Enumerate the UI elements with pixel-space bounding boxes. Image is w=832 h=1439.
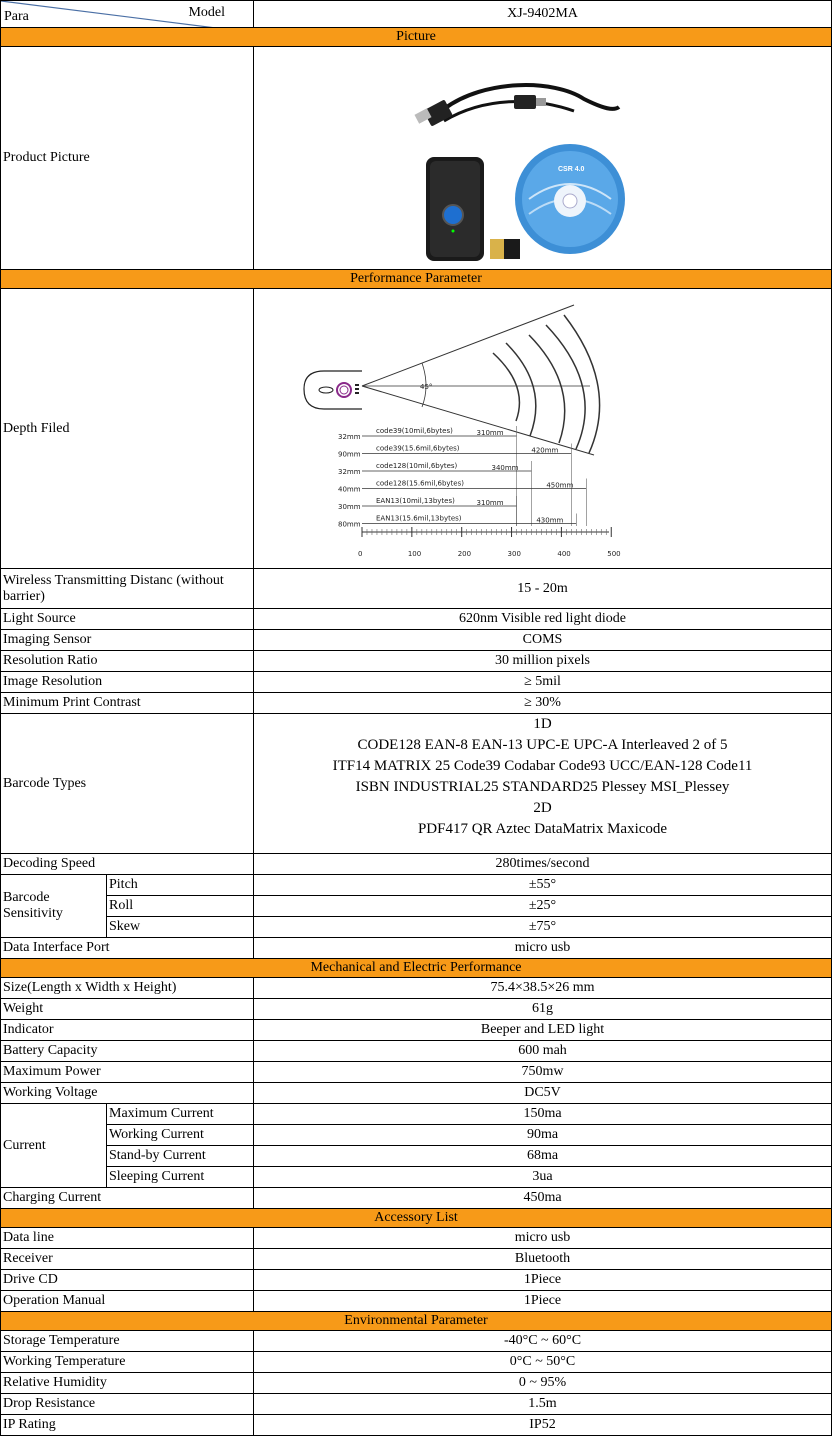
environmental-rows <box>1 1331 832 1436</box>
environmental-row <box>1 1373 832 1394</box>
performance-row <box>1 651 832 672</box>
mechanical-row <box>1 1041 832 1062</box>
row-value: 1.5m <box>254 1394 832 1415</box>
depth-field-row <box>1 289 832 569</box>
row-label: IP Rating <box>1 1415 254 1436</box>
product-picture-cell <box>254 47 832 270</box>
accessory-row <box>1 1228 832 1249</box>
decoding-speed-row <box>1 854 832 875</box>
row-value: micro usb <box>254 938 832 959</box>
depth-row-label: code128(10mil,6bytes) <box>376 461 458 470</box>
depth-row-end-label: 310mm <box>476 428 504 437</box>
barcode-type-line: ISBN INDUSTRIAL25 STANDARD25 Plessey MSI_Plessey <box>355 779 730 795</box>
depth-diagram <box>254 291 829 567</box>
row-label: Drive CD <box>1 1270 254 1291</box>
accessory-row <box>1 1291 832 1312</box>
performance-row <box>1 693 832 714</box>
section-title: Environmental Parameter <box>1 1312 832 1331</box>
mechanical-row <box>1 999 832 1020</box>
sub-label: Roll <box>107 896 254 917</box>
section-title: Performance Parameter <box>1 270 832 289</box>
barcode-type-line: 1D <box>533 716 552 732</box>
row-value: 61g <box>254 999 832 1020</box>
depth-row-label: code39(15.6mil,6bytes) <box>376 444 460 452</box>
row-value: 0°C ~ 50°C <box>254 1352 832 1373</box>
section-title: Mechanical and Electric Performance <box>1 959 832 978</box>
row-value: Beeper and LED light <box>254 1020 832 1041</box>
row-value: 75.4×38.5×26 mm <box>254 978 832 999</box>
row-value: micro usb <box>254 1228 832 1249</box>
barcode-types-list <box>254 714 832 854</box>
interface-row <box>1 938 832 959</box>
product-picture-row <box>1 47 832 270</box>
axis-tick-label: 500 <box>607 549 621 558</box>
performance-row <box>1 672 832 693</box>
row-value: 600 mah <box>254 1041 832 1062</box>
row-value: ±75° <box>254 917 832 938</box>
row-label: Charging Current <box>1 1188 254 1209</box>
depth-row-end-label: 340mm <box>491 463 519 472</box>
accessory-rows <box>1 1228 832 1312</box>
mechanical-row <box>1 1083 832 1104</box>
section-environmental <box>1 1312 832 1331</box>
environmental-row <box>1 1394 832 1415</box>
section-accessory <box>1 1209 832 1228</box>
row-label: Working Temperature <box>1 1352 254 1373</box>
row-label: Image Resolution <box>1 672 254 693</box>
row-label: Light Source <box>1 609 254 630</box>
current-row <box>1 1104 832 1125</box>
depth-row-left-label: 80mm <box>338 520 361 528</box>
row-value: ±25° <box>254 896 832 917</box>
axis-tick-label: 200 <box>457 549 472 558</box>
row-label: Decoding Speed <box>1 854 254 875</box>
depth-row-label: code128(15.6mil,6bytes) <box>376 479 464 487</box>
depth-row-left-label: 40mm <box>338 485 361 493</box>
depth-row-end-label: 450mm <box>546 481 574 489</box>
row-value: 3ua <box>254 1167 832 1188</box>
sensitivity-row <box>1 917 832 938</box>
row-value: ≥ 5mil <box>254 672 832 693</box>
mechanical-row <box>1 1062 832 1083</box>
axis-tick-label: 300 <box>507 549 521 558</box>
barcode-types-row <box>1 714 832 854</box>
row-label: Storage Temperature <box>1 1331 254 1352</box>
sensitivity-row <box>1 875 832 896</box>
depth-row-label: code39(10mil,6bytes) <box>376 426 453 435</box>
sub-label: Maximum Current <box>107 1104 254 1125</box>
row-label: Maximum Power <box>1 1062 254 1083</box>
performance-row <box>1 609 832 630</box>
row-value: COMS <box>254 630 832 651</box>
depth-row-end-label: 310mm <box>476 498 504 507</box>
current-row <box>1 1167 832 1188</box>
depth-field-cell <box>254 289 832 569</box>
barcode-type-line: 2D <box>533 800 552 816</box>
section-performance <box>1 270 832 289</box>
charging-row <box>1 1188 832 1209</box>
angle-label: 45° <box>420 382 433 391</box>
section-picture <box>1 28 832 47</box>
environmental-row <box>1 1352 832 1373</box>
model-label: Model <box>188 5 225 20</box>
mechanical-row <box>1 1020 832 1041</box>
row-value: 280times/second <box>254 854 832 875</box>
mechanical-row <box>1 978 832 999</box>
row-value: 1Piece <box>254 1270 832 1291</box>
row-value: 1Piece <box>254 1291 832 1312</box>
depth-row-end-label: 420mm <box>531 446 559 454</box>
cd-label: CSR 4.0 <box>558 165 585 173</box>
row-value: 15 - 20m <box>254 569 832 609</box>
environmental-row <box>1 1415 832 1436</box>
row-label: Imaging Sensor <box>1 630 254 651</box>
header-row <box>1 1 832 28</box>
barcode-type-line: ITF14 MATRIX 25 Code39 Codabar Code93 UCC/EAN-128 Code11 <box>332 758 753 774</box>
row-value: -40°C ~ 60°C <box>254 1331 832 1352</box>
depth-row-end-label: 430mm <box>536 516 564 524</box>
section-mechanical <box>1 959 832 978</box>
row-label: Data line <box>1 1228 254 1249</box>
sensitivity-row <box>1 896 832 917</box>
row-label: Depth Filed <box>1 289 254 569</box>
row-label: Minimum Print Contrast <box>1 693 254 714</box>
current-row <box>1 1125 832 1146</box>
current-label: Current <box>1 1104 107 1188</box>
row-value: ≥ 30% <box>254 693 832 714</box>
row-value: 750mw <box>254 1062 832 1083</box>
barcode-type-line: CODE128 EAN-8 EAN-13 UPC-E UPC-A Interleaved 2 of 5 <box>357 737 728 753</box>
row-label: Relative Humidity <box>1 1373 254 1394</box>
row-label: Barcode Types <box>1 714 254 854</box>
accessory-row <box>1 1249 832 1270</box>
row-label: Wireless Transmitting Distanc (without barrier) <box>1 569 254 609</box>
environmental-row <box>1 1331 832 1352</box>
row-value: 68ma <box>254 1146 832 1167</box>
accessory-row <box>1 1270 832 1291</box>
depth-row-label: EAN13(10mil,13bytes) <box>376 496 455 505</box>
section-title: Accessory List <box>1 1209 832 1228</box>
depth-row-left-label: 32mm <box>338 467 361 476</box>
row-value: ±55° <box>254 875 832 896</box>
row-label: Size(Length x Width x Height) <box>1 978 254 999</box>
performance-row <box>1 569 832 609</box>
row-label: Resolution Ratio <box>1 651 254 672</box>
row-label: Receiver <box>1 1249 254 1270</box>
section-title: Picture <box>1 28 832 47</box>
row-value: 0 ~ 95% <box>254 1373 832 1394</box>
row-label: Working Voltage <box>1 1083 254 1104</box>
axis-tick-label: 400 <box>557 549 571 558</box>
sub-label: Sleeping Current <box>107 1167 254 1188</box>
sensitivity-label: Barcode Sensitivity <box>1 875 107 938</box>
sub-label: Skew <box>107 917 254 938</box>
row-label: Product Picture <box>1 47 254 270</box>
row-value: IP52 <box>254 1415 832 1436</box>
current-row <box>1 1146 832 1167</box>
axis-tick-label: 100 <box>407 549 422 558</box>
barcode-type-line: PDF417 QR Aztec DataMatrix Maxicode <box>417 821 668 837</box>
axis-tick-label: 0 <box>358 549 363 558</box>
row-label: Operation Manual <box>1 1291 254 1312</box>
row-label: Indicator <box>1 1020 254 1041</box>
sub-label: Stand-by Current <box>107 1146 254 1167</box>
performance-rows <box>1 569 832 714</box>
header-corner-cell <box>1 1 254 28</box>
row-label: Weight <box>1 999 254 1020</box>
product-image <box>254 49 829 268</box>
row-value: 30 million pixels <box>254 651 832 672</box>
row-label: Drop Resistance <box>1 1394 254 1415</box>
row-value: Bluetooth <box>254 1249 832 1270</box>
depth-row-left-label: 32mm <box>338 432 361 441</box>
product-picture <box>254 49 829 268</box>
sub-label: Working Current <box>107 1125 254 1146</box>
row-value: DC5V <box>254 1083 832 1104</box>
row-label: Data Interface Port <box>1 938 254 959</box>
sub-label: Pitch <box>107 875 254 896</box>
depth-row-left-label: 90mm <box>338 450 361 458</box>
row-value: 150ma <box>254 1104 832 1125</box>
performance-row <box>1 630 832 651</box>
depth-row-label: EAN13(15.6mil,13bytes) <box>376 514 462 522</box>
model-value: XJ-9402MA <box>254 1 832 28</box>
row-value: 620nm Visible red light diode <box>254 609 832 630</box>
depth-row-left-label: 30mm <box>338 502 361 511</box>
para-label: Para <box>4 9 29 24</box>
row-value: 450ma <box>254 1188 832 1209</box>
row-value: 90ma <box>254 1125 832 1146</box>
row-label: Battery Capacity <box>1 1041 254 1062</box>
mechanical-rows <box>1 978 832 1104</box>
